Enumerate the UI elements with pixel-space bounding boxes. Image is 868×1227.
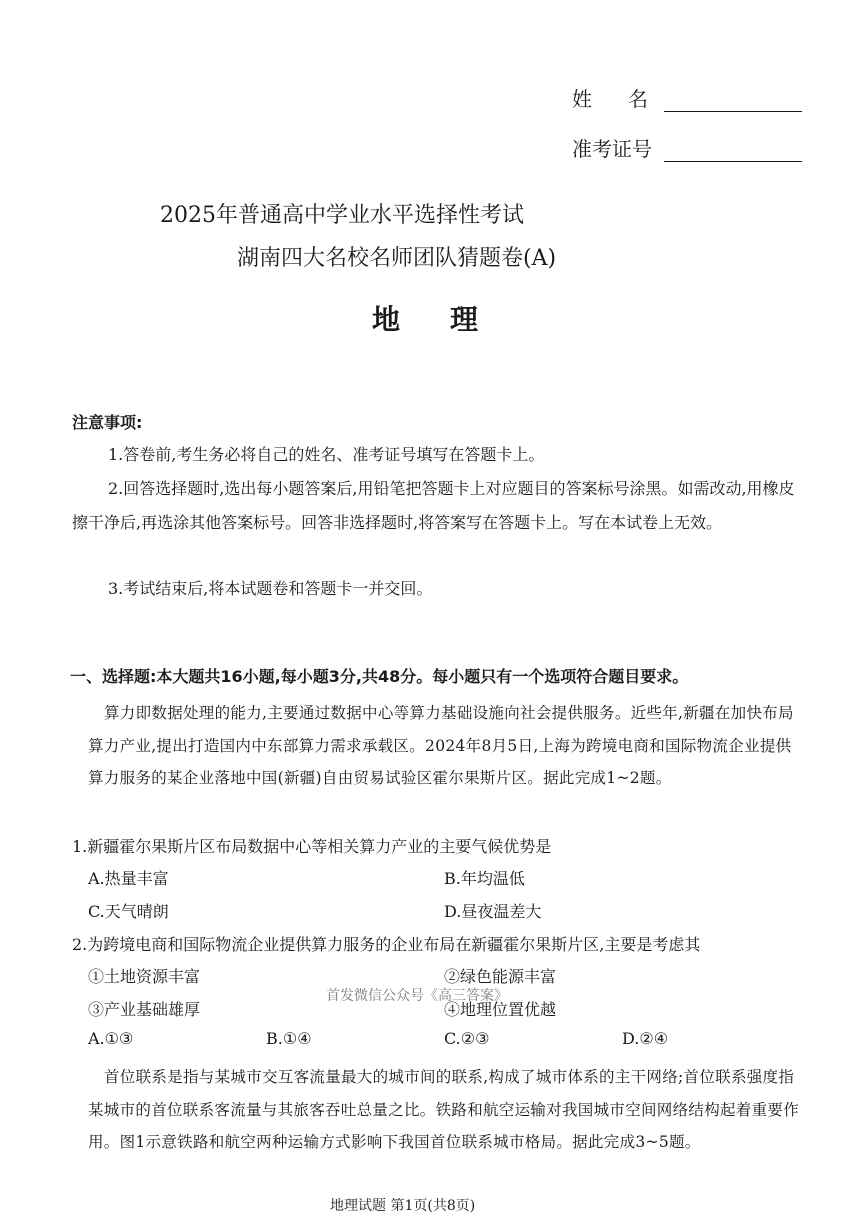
subject-title: 地理 xyxy=(372,303,529,336)
option-a[interactable]: A.热量丰富 xyxy=(88,869,169,888)
option-c[interactable]: C.②③ xyxy=(444,1029,490,1048)
notice-item: 2.回答选择题时,选出每小题答案后,用铅笔把答题卡上对应题目的答案标号涂黑。如需改动,用橡皮擦干净后,再选涂其他答案标号。回答非选择题时,将答案写在答题卡上。写在本试卷上无效。 xyxy=(72,479,795,532)
name-label: 姓名 xyxy=(572,87,684,111)
statement-item: ④地理位置优越 xyxy=(444,1000,557,1019)
exam-subtitle: 湖南四大名校名师团队猜题卷(A) xyxy=(237,246,557,271)
notice-heading: 注意事项: xyxy=(72,413,143,432)
statement-item: ②绿色能源丰富 xyxy=(444,967,557,986)
section-heading: 一、选择题:本大题共16小题,每小题3分,共48分。每小题只有一个选项符合题目要求。 xyxy=(70,667,689,686)
option-c[interactable]: C.天气晴朗 xyxy=(88,902,169,921)
candidate-info xyxy=(572,80,812,180)
option-b[interactable]: B.年均温低 xyxy=(444,869,525,888)
exam-id-row xyxy=(572,130,812,162)
statement-item: ③产业基础雄厚 xyxy=(88,1000,201,1019)
option-d[interactable]: D.②④ xyxy=(622,1029,669,1048)
exam-title: 2025年普通高中学业水平选择性考试 xyxy=(160,203,524,228)
exam-id-field[interactable] xyxy=(664,135,802,162)
statement-item: ①土地资源丰富 xyxy=(88,967,201,986)
question-stem: 2.为跨境电商和国际物流企业提供算力服务的企业布局在新疆霍尔果斯片区,主要是考虑其 xyxy=(72,935,701,954)
page-footer: 地理试题 第1页(共8页) xyxy=(330,1198,476,1214)
notice-item: 3.考试结束后,将本试题卷和答题卡一并交回。 xyxy=(108,579,433,598)
reading-passage: 首位联系是指与某城市交互客流量最大的城市间的联系,构成了城市体系的主干网络;首位联系强度指某城市的首位联系客流量与其旅客吞吐总量之比。铁路和航空运输对我国城市空间网络结构起着重要作用。图1示意铁路和航空两种运输方式影响下我国首位联系城市格局。据此完成3~5题。 xyxy=(88,1068,800,1151)
option-d[interactable]: D.昼夜温差大 xyxy=(444,902,542,921)
option-a[interactable]: A.①③ xyxy=(88,1029,134,1048)
name-row xyxy=(572,80,812,112)
reading-passage: 算力即数据处理的能力,主要通过数据中心等算力基础设施向社会提供服务。近些年,新疆在加快布局算力产业,提出打造国内中东部算力需求承载区。2024年8月5日,上海为跨境电商和国际物流企业提供算力服务的某企业落地中国(新疆)自由贸易试验区霍尔果斯片区。据此完成1~2题。 xyxy=(88,704,794,787)
name-field[interactable] xyxy=(664,85,802,112)
option-b[interactable]: B.①④ xyxy=(266,1029,312,1048)
notice-item: 1.答卷前,考生务必将自己的姓名、准考证号填写在答题卡上。 xyxy=(108,445,545,464)
watermark-text: 首发微信公众号《高三答案》 xyxy=(326,988,508,1004)
exam-id-label: 准考证号 xyxy=(572,137,652,161)
question-stem: 1.新疆霍尔果斯片区布局数据中心等相关算力产业的主要气候优势是 xyxy=(72,837,552,856)
